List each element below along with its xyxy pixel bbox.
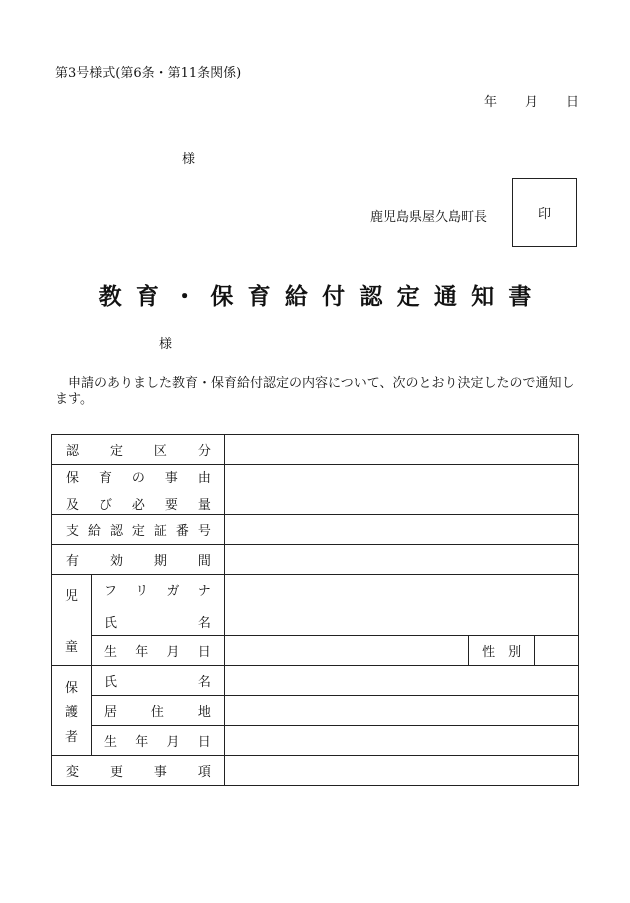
label-cell xyxy=(91,575,224,636)
label-cell xyxy=(91,726,224,756)
row-certification-category xyxy=(52,435,579,465)
label-cell xyxy=(91,696,224,726)
label-char: 号 xyxy=(197,524,211,539)
label-gender xyxy=(469,641,534,660)
child-char-1: 児 xyxy=(64,589,78,604)
label-char: の xyxy=(131,470,145,486)
label-char: 認 xyxy=(66,444,80,459)
date-line xyxy=(484,91,579,110)
child-group-cell xyxy=(52,575,92,666)
label-char: ガ xyxy=(166,583,180,599)
row-reason xyxy=(52,465,579,515)
label-cell xyxy=(52,756,225,786)
document-title: 教育・保育給付認定通知書 xyxy=(98,283,546,310)
label-char: フ xyxy=(103,583,117,599)
label-char: 氏 xyxy=(103,615,117,631)
label-guardian-name xyxy=(92,671,224,690)
guardian-group-cell xyxy=(52,666,92,756)
label-char: 生 xyxy=(103,735,117,750)
label-char: 月 xyxy=(166,735,180,750)
label-char: 別 xyxy=(508,645,522,660)
label-char: 住 xyxy=(150,705,164,720)
notice-body: 申請のありました教育・保育給付認定の内容について、次のとおり決定したので通知します。 xyxy=(55,376,575,407)
value-cell-gender[interactable] xyxy=(535,636,579,666)
form-number: 第3号様式(第6条・第11条関係) xyxy=(55,66,242,81)
label-validity-period xyxy=(52,550,224,569)
label-char: 要 xyxy=(164,497,178,513)
row-guardian-address xyxy=(52,696,579,726)
guardian-char-1: 保 xyxy=(64,680,78,696)
label-reason-line1 xyxy=(52,467,224,486)
value-cell-validity-period[interactable] xyxy=(224,545,578,575)
label-cell xyxy=(91,636,224,666)
addressee-suffix-second: 様 xyxy=(159,337,173,352)
value-cell-child-birthdate[interactable] xyxy=(224,636,468,666)
label-char: 認 xyxy=(109,524,123,539)
label-char: 事 xyxy=(164,470,178,486)
label-address xyxy=(92,701,224,720)
label-char: 保 xyxy=(66,470,80,486)
label-char: 年 xyxy=(135,645,149,660)
label-char: 年 xyxy=(135,735,149,750)
label-cell xyxy=(52,435,225,465)
label-char: 性 xyxy=(482,645,496,660)
row-child-birthdate xyxy=(52,636,579,666)
label-changes xyxy=(52,761,224,780)
label-char: 事 xyxy=(153,765,167,780)
seal-label: 印 xyxy=(537,207,551,222)
label-char: 項 xyxy=(197,765,211,780)
label-certification-category xyxy=(52,440,224,459)
label-cell xyxy=(52,465,225,515)
row-certificate-number xyxy=(52,515,579,545)
issuer-name: 鹿児島県屋久島町長 xyxy=(370,210,488,225)
label-char: 居 xyxy=(103,705,117,720)
label-char: 及 xyxy=(66,497,80,513)
label-char: リ xyxy=(135,583,149,599)
label-char: 有 xyxy=(66,554,80,569)
row-child-furigana-name xyxy=(52,575,579,636)
date-day: 日 xyxy=(566,95,580,110)
label-char: 期 xyxy=(153,554,167,569)
label-char: 間 xyxy=(197,554,211,569)
label-char: 更 xyxy=(109,765,123,780)
label-char: 月 xyxy=(166,645,180,660)
label-char: 地 xyxy=(197,705,211,720)
guardian-char-3: 者 xyxy=(64,729,78,745)
label-guardian-birthdate xyxy=(92,731,224,750)
label-char: 名 xyxy=(197,675,211,690)
label-char: 日 xyxy=(197,645,211,660)
label-char: 区 xyxy=(153,444,167,459)
label-char: 効 xyxy=(109,554,123,569)
label-char: 名 xyxy=(197,615,211,631)
child-char-2: 童 xyxy=(64,640,78,655)
row-guardian-name xyxy=(52,666,579,696)
label-reason-line2 xyxy=(52,494,224,513)
value-cell-address[interactable] xyxy=(224,696,578,726)
label-char: 定 xyxy=(131,524,145,539)
label-char: 分 xyxy=(197,444,211,459)
date-month: 月 xyxy=(525,95,539,110)
label-child-birthdate xyxy=(92,641,224,660)
label-char: 給 xyxy=(87,524,101,539)
label-char: 支 xyxy=(66,524,80,539)
value-cell-certification-category[interactable] xyxy=(224,435,578,465)
addressee-suffix-top: 様 xyxy=(182,152,196,167)
row-validity-period xyxy=(52,545,579,575)
label-char: 番 xyxy=(175,524,189,539)
label-char: 必 xyxy=(131,497,145,513)
label-cell xyxy=(52,515,225,545)
label-char: 由 xyxy=(197,470,211,486)
value-cell-reason[interactable] xyxy=(224,465,578,515)
label-char: 育 xyxy=(98,470,112,486)
date-year: 年 xyxy=(484,95,498,110)
label-furigana xyxy=(92,580,224,599)
label-child-name xyxy=(92,612,224,631)
guardian-char-2: 護 xyxy=(64,705,78,720)
label-char: 変 xyxy=(66,765,80,780)
label-char: 氏 xyxy=(103,675,117,690)
value-cell-child-name[interactable] xyxy=(224,575,578,636)
label-cell-gender xyxy=(469,636,535,666)
label-cell xyxy=(52,545,225,575)
label-certificate-number xyxy=(52,520,224,539)
value-cell-certificate-number[interactable] xyxy=(224,515,578,545)
label-char: 定 xyxy=(109,444,123,459)
label-char: 証 xyxy=(153,524,167,539)
row-guardian-birthdate xyxy=(52,726,579,756)
row-changes xyxy=(52,756,579,786)
certification-table xyxy=(51,434,579,786)
guardian-group-label xyxy=(52,677,91,745)
value-cell-changes[interactable] xyxy=(224,756,578,786)
label-char: 日 xyxy=(197,735,211,750)
value-cell-guardian-birthdate[interactable] xyxy=(224,726,578,756)
child-group-label xyxy=(52,585,91,655)
seal-box xyxy=(512,178,577,247)
label-char: 量 xyxy=(197,497,211,513)
label-char: 生 xyxy=(103,645,117,660)
label-char: び xyxy=(98,497,112,513)
label-char: ナ xyxy=(197,583,211,599)
label-cell xyxy=(91,666,224,696)
value-cell-guardian-name[interactable] xyxy=(224,666,578,696)
